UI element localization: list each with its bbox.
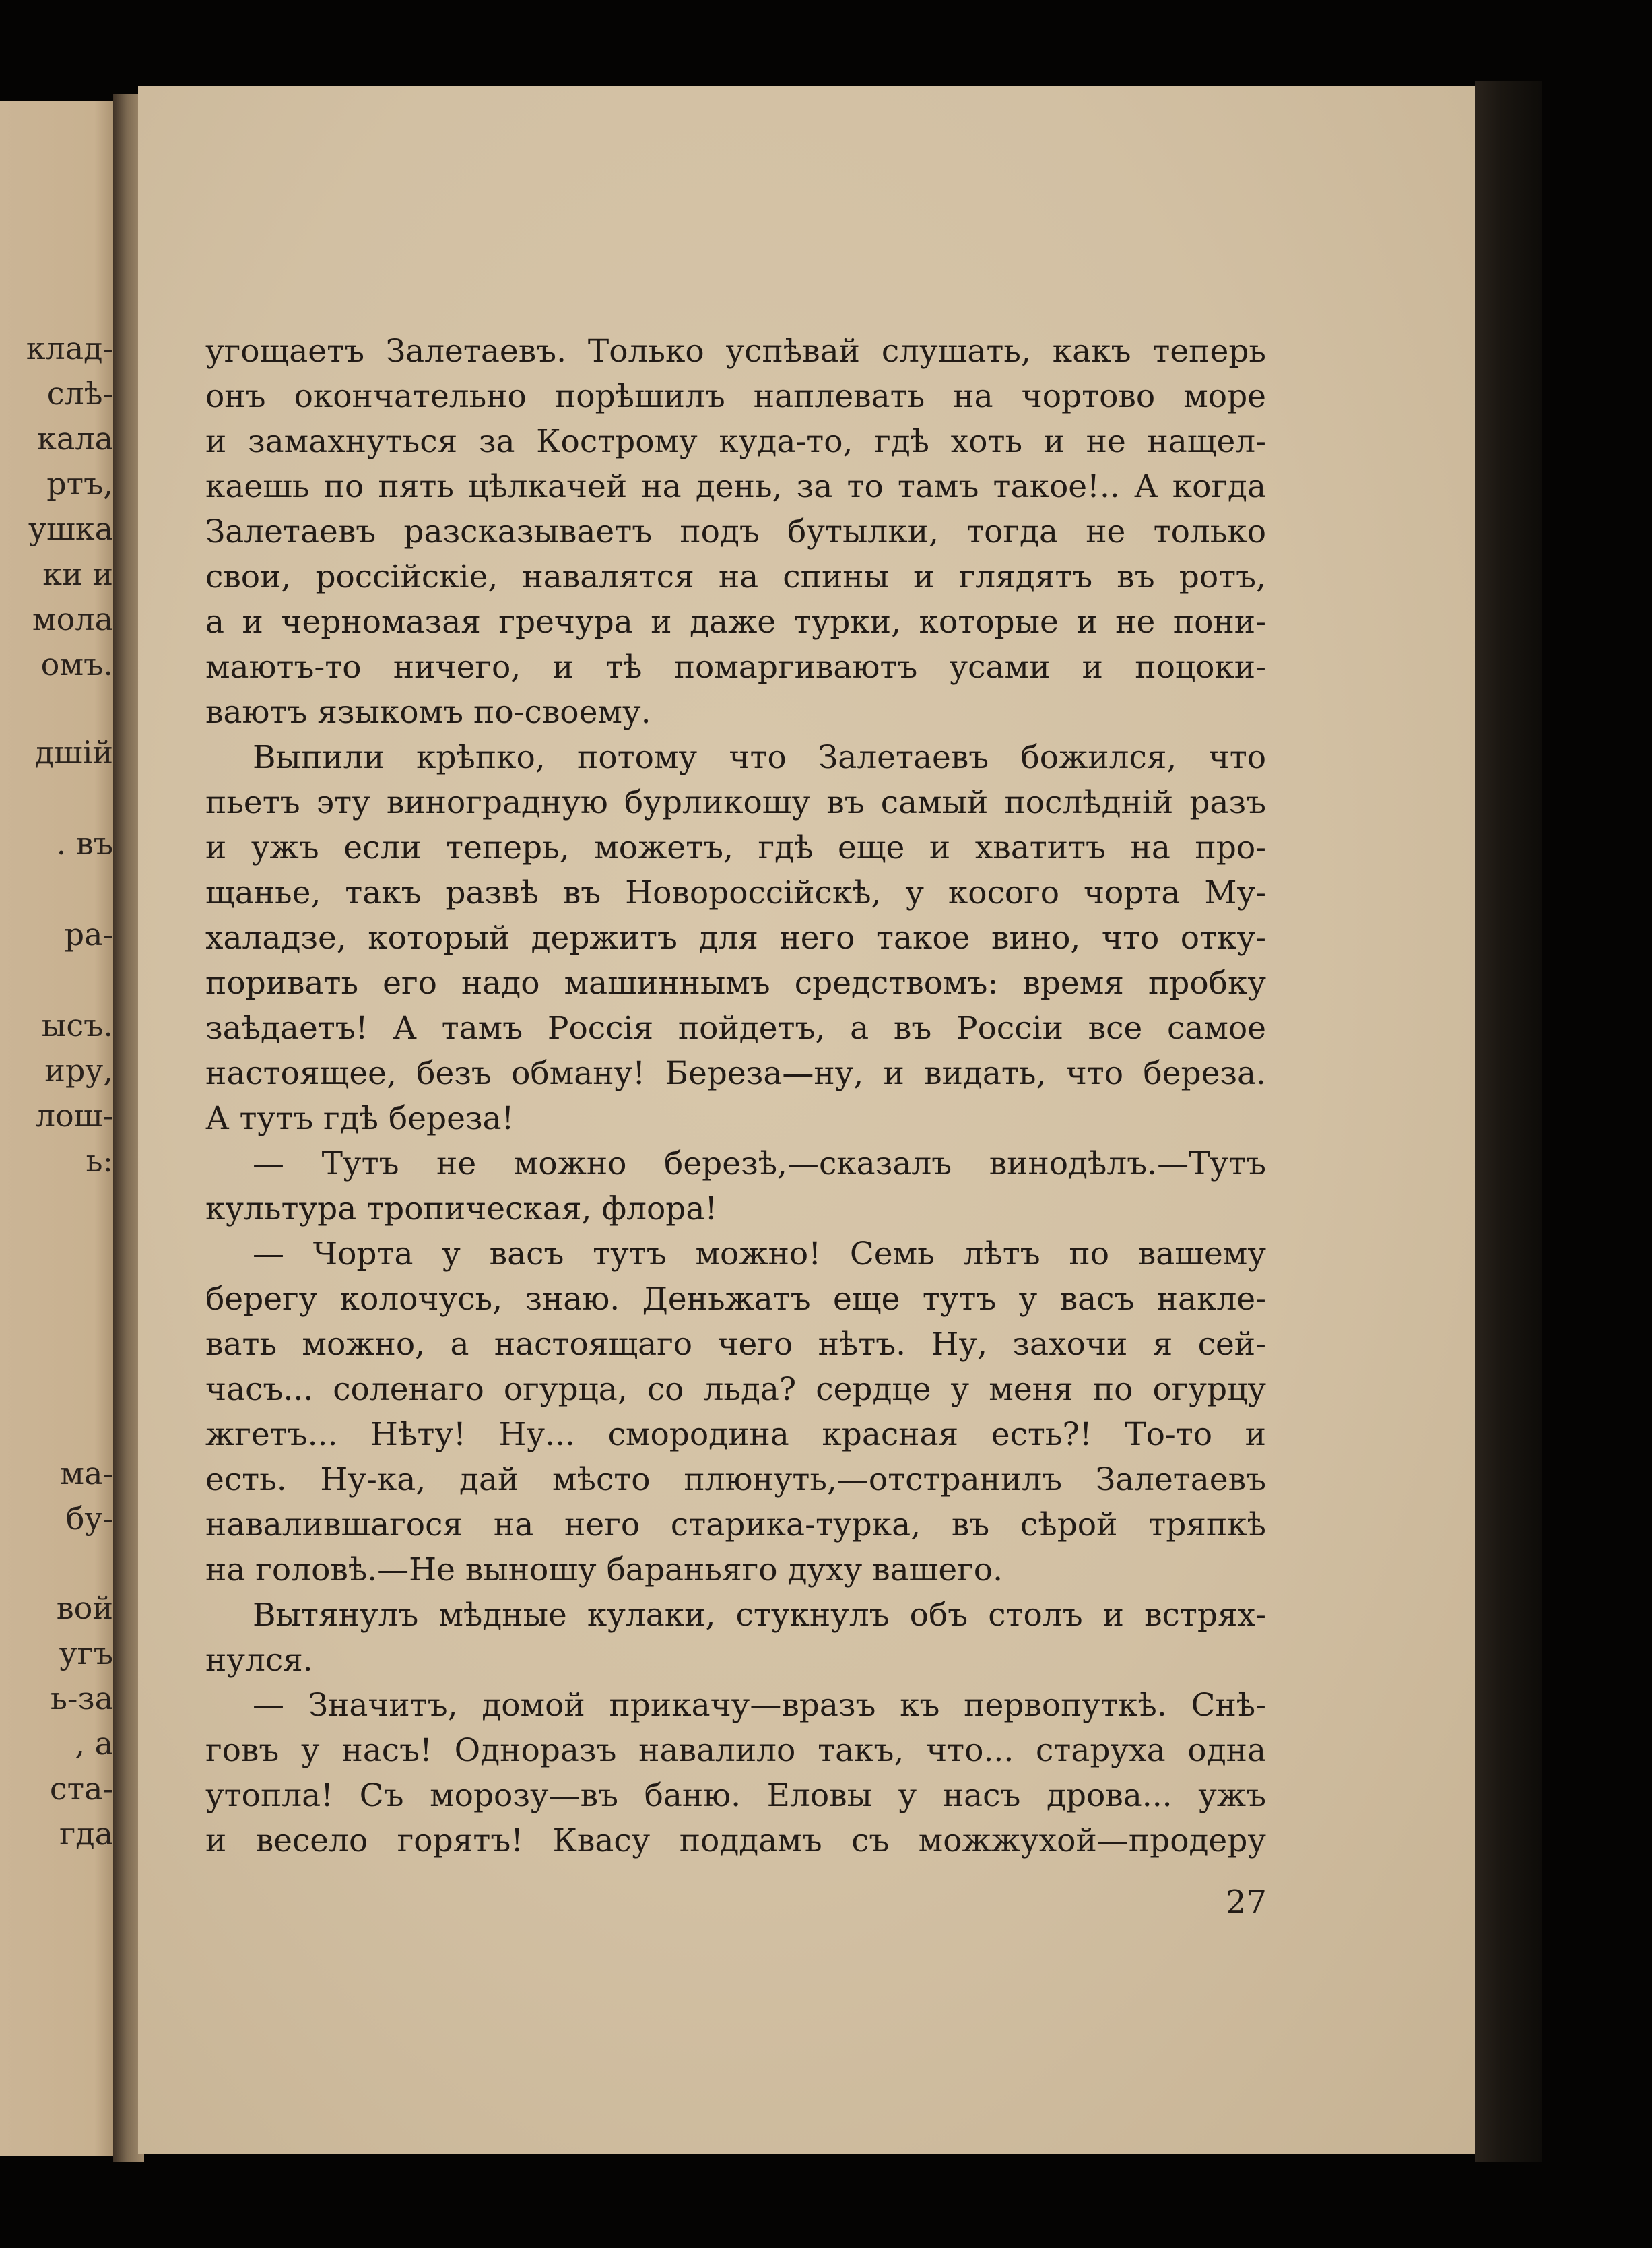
text-line: нулся. bbox=[205, 1642, 313, 1679]
text-line: Залетаевъ разсказываетъ подъ бутылки, тогда не только bbox=[205, 513, 1266, 550]
text-line: говъ у насъ! Одноразъ навалило такъ, что... старуха одна bbox=[205, 1732, 1266, 1769]
text-line: угощаетъ Залетаевъ. Только успѣвай слушать, какъ теперь bbox=[205, 333, 1266, 370]
left-page-line: ра- bbox=[64, 916, 113, 953]
text-line: Выпили крѣпко, потому что Залетаевъ божился, что bbox=[253, 739, 1266, 776]
text-line: — Тутъ не можно березѣ,—сказалъ винодѣлъ.—Тутъ bbox=[253, 1145, 1266, 1182]
text-line: халадзе, который держитъ для него такое вино, что отку- bbox=[205, 920, 1266, 957]
left-page-line: ста- bbox=[49, 1770, 113, 1807]
text-line: заѣдаетъ! А тамъ Россія пойдетъ, а въ Россіи все самое bbox=[205, 1010, 1266, 1047]
text-line: щанье, такъ развѣ въ Новороссійскѣ, у косого чорта Му- bbox=[205, 874, 1266, 911]
page-edges bbox=[1475, 81, 1542, 2162]
text-line: Вытянулъ мѣдные кулаки, стукнулъ объ столъ и встрях- bbox=[253, 1597, 1266, 1634]
text-line: пьетъ эту виноградную бурликошу въ самый послѣдній разъ bbox=[205, 784, 1266, 821]
left-page-line: иру, bbox=[44, 1052, 113, 1089]
text-line: культура тропическая, флора! bbox=[205, 1190, 718, 1227]
text-line: и ужъ если теперь, можетъ, гдѣ еще и хватитъ на про- bbox=[205, 829, 1266, 866]
text-line: на головѣ.—Не выношу бараньяго духу вашего. bbox=[205, 1551, 1003, 1588]
left-page-line: бу- bbox=[65, 1500, 113, 1537]
left-page-line: кала bbox=[37, 420, 113, 457]
text-line: навалившагося на него старика-турка, въ сѣрой тряпкѣ bbox=[205, 1506, 1266, 1543]
text-line: каешь по пять цѣлкачей на день, за то тамъ такое!.. А когда bbox=[205, 468, 1266, 505]
text-line: ваютъ языкомъ по-своему. bbox=[205, 694, 651, 731]
left-page-line: ушка bbox=[28, 511, 113, 547]
text-line: часъ... соленаго огурца, со льда? сердце у меня по огурцу bbox=[205, 1371, 1266, 1408]
page-number: 27 bbox=[1226, 1884, 1267, 1921]
left-page-line: , а bbox=[75, 1725, 113, 1762]
text-line: есть. Ну-ка, дай мѣсто плюнуть,—отстранилъ Залетаевъ bbox=[205, 1461, 1266, 1498]
left-page-line: клад- bbox=[26, 330, 113, 366]
text-line: поривать его надо машиннымъ средствомъ: время пробку bbox=[205, 965, 1266, 1002]
text-line: и весело горятъ! Квасу поддамъ съ можжухой—продеру bbox=[205, 1822, 1266, 1859]
text-line: утопла! Съ морозу—въ баню. Еловы у насъ дрова... ужъ bbox=[205, 1777, 1266, 1814]
text-line: — Чорта у васъ тутъ можно! Семь лѣтъ по вашему bbox=[253, 1235, 1266, 1273]
text-line: настоящее, безъ обману! Береза—ну, и видать, что береза. bbox=[205, 1055, 1266, 1092]
left-page-line: ртъ, bbox=[46, 465, 113, 502]
text-line: а и черномазая гречура и даже турки, которые и не пони- bbox=[205, 604, 1266, 641]
text-line: онъ окончательно порѣшилъ наплевать на чортово море bbox=[205, 378, 1266, 415]
page-text bbox=[205, 329, 1266, 1863]
left-page-line: ма- bbox=[60, 1455, 113, 1491]
left-page-line: вой bbox=[56, 1590, 113, 1626]
left-page-line: угъ bbox=[59, 1635, 113, 1671]
text-line: жгетъ... Нѣту! Ну... смородина красная есть?! То-то и bbox=[205, 1416, 1266, 1453]
text-line: маютъ-то ничего, и тѣ помаргиваютъ усами и поцоки- bbox=[205, 649, 1266, 686]
text-line: свои, россійскіе, навалятся на спины и глядятъ въ ротъ, bbox=[205, 558, 1266, 596]
left-page-line: омъ. bbox=[40, 646, 113, 682]
text-line: вать можно, а настоящаго чего нѣтъ. Ну, захочи я сей- bbox=[205, 1326, 1266, 1363]
text-line: берегу колочусь, знаю. Деньжатъ еще тутъ у васъ накле- bbox=[205, 1281, 1266, 1318]
left-page-line: ь: bbox=[86, 1143, 113, 1179]
left-page-line: . въ bbox=[56, 825, 113, 862]
left-page-line: гда bbox=[59, 1816, 113, 1852]
left-page-line: ки и bbox=[42, 556, 113, 592]
text-line: — Значитъ, домой прикачу—вразъ къ первопуткѣ. Снѣ- bbox=[253, 1687, 1266, 1724]
left-page-line: мола bbox=[32, 601, 113, 637]
left-page-line: слѣ- bbox=[46, 375, 113, 412]
text-line: и замахнуться за Кострому куда-то, гдѣ хоть и не нащел- bbox=[205, 423, 1266, 460]
left-page-line: ь-за bbox=[50, 1680, 113, 1716]
left-page-line: ысъ. bbox=[41, 1007, 113, 1043]
left-page-line: дшій bbox=[34, 734, 113, 771]
right-page bbox=[138, 86, 1475, 2154]
text-line: А тутъ гдѣ береза! bbox=[205, 1100, 515, 1137]
left-page-line: лош- bbox=[35, 1097, 113, 1134]
